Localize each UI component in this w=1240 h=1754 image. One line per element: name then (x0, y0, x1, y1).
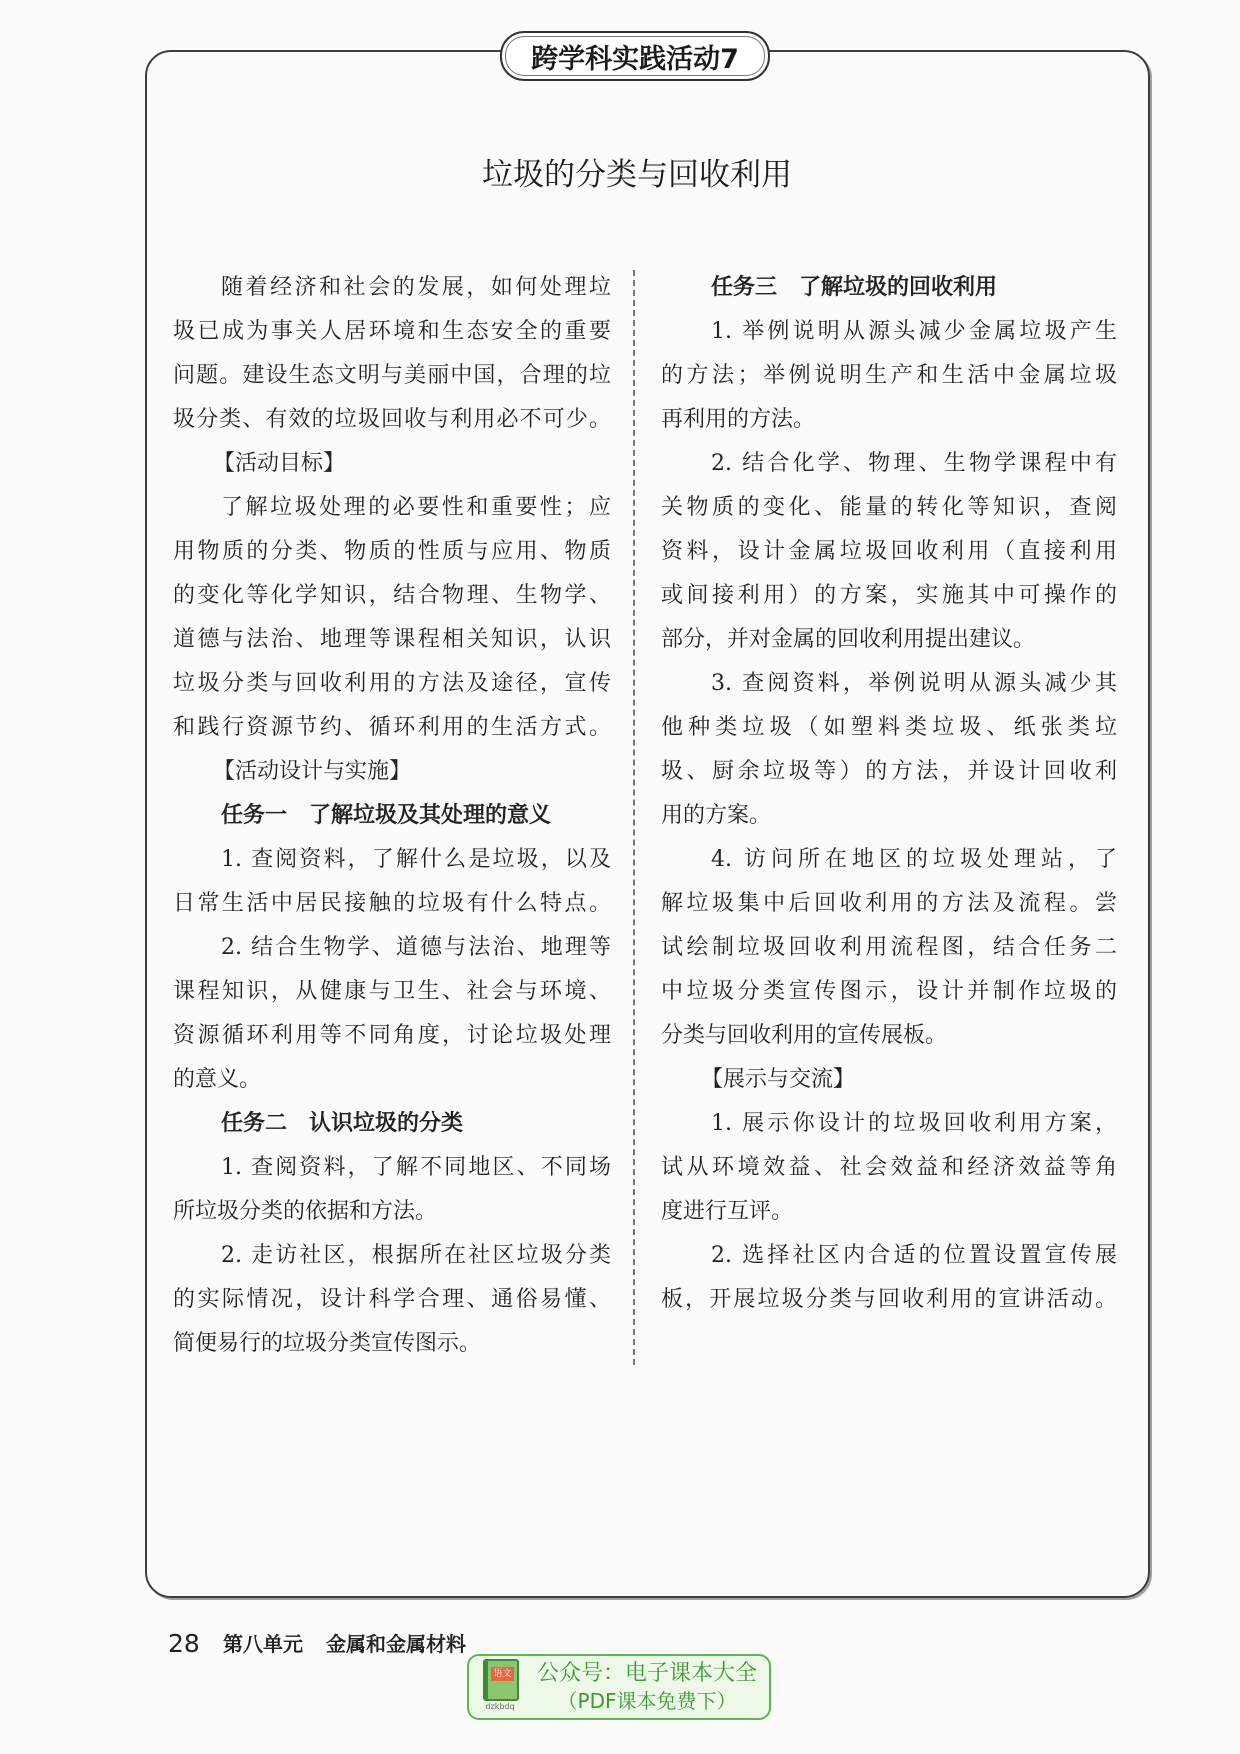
task2-item (173, 1234, 611, 1366)
task3-item-line: 或间接利用）的方案，实施其中可操作的 (661, 583, 1117, 608)
task2-item-line: 的实际情况，设计科学合理、通俗易懂、 (173, 1287, 611, 1312)
activity-goal-line: 和践行资源节约、循环利用的生活方式。 (173, 715, 611, 740)
task1-item-line: 1. 查阅资料，了解什么是垃圾，以及 (221, 847, 611, 872)
task1-item-line: 资源循环利用等不同角度，讨论垃圾处理 (173, 1023, 611, 1048)
task1-item-line: 的意义。 (173, 1067, 262, 1092)
activity-goal-line: 用物质的分类、物质的性质与应用、物质 (173, 539, 611, 564)
logo-caption: dzkbdq (485, 1702, 515, 1711)
activity-goal-line: 了解垃圾处理的必要性和重要性；应 (221, 495, 611, 520)
task1-item (173, 926, 611, 1102)
task3-item-line: 他种类垃圾（如塑料类垃圾、纸张类垃 (661, 715, 1117, 740)
task3-item (661, 442, 1117, 662)
presentation-item-line: 2. 选择社区内合适的位置设置宣传展 (711, 1243, 1117, 1268)
watermark-line2: （PDF课本免费下） (557, 1689, 737, 1713)
task3-item (661, 662, 1117, 838)
task3-item-line: 关物质的变化、能量的转化等知识，查阅 (661, 495, 1117, 520)
left-column (173, 266, 611, 1366)
activity-goal-paragraph (173, 486, 611, 750)
presentation-item (661, 1234, 1117, 1322)
task2-item-line: 1. 查阅资料，了解不同地区、不同场 (221, 1155, 611, 1180)
page-title: 垃圾的分类与回收利用 (482, 157, 792, 193)
task3-item-line: 1. 举例说明从源头减少金属垃圾产生 (711, 319, 1117, 344)
unit-title: 金属和金属材料 (326, 1632, 466, 1656)
activity-goal-line: 的变化等化学知识，结合物理、生物学、 (173, 583, 611, 608)
task1-item-line: 课程知识，从健康与卫生、社会与环境、 (173, 979, 611, 1004)
task2-item-line: 2. 走访社区，根据所在社区垃圾分类 (221, 1243, 611, 1268)
activity-design-heading: 【活动设计与实施】 (213, 759, 412, 784)
activity-goal-heading: 【活动目标】 (213, 451, 346, 476)
task3-item-line: 解垃圾集中后回收利用的方法及流程。尝 (661, 891, 1117, 916)
page-number: 28 (168, 1629, 200, 1658)
column-divider (633, 270, 635, 1365)
task1-item-line: 2. 结合生物学、道德与法治、地理等 (221, 935, 611, 960)
intro-line: 问题。建设生态文明与美丽中国，合理的垃 (173, 363, 611, 388)
task2-item-line: 所垃圾分类的依据和方法。 (173, 1199, 438, 1224)
task3-item (661, 838, 1117, 1058)
task3-item-line: 4. 访问所在地区的垃圾处理站，了 (711, 847, 1117, 872)
presentation-item (661, 1102, 1117, 1234)
presentation-item-line: 1. 展示你设计的垃圾回收利用方案， (711, 1111, 1117, 1136)
watermark-badge (467, 1654, 771, 1720)
task1-heading: 任务一 了解垃圾及其处理的意义 (221, 803, 552, 828)
task3-item-line: 的方法；举例说明生产和生活中金属垃圾 (661, 363, 1117, 388)
intro-line: 随着经济和社会的发展，如何处理垃 (221, 275, 611, 300)
task3-item-line: 中垃圾分类宣传图示，设计并制作垃圾的 (661, 979, 1117, 1004)
intro-line: 圾已成为事关人居环境和生态安全的重要 (173, 319, 611, 344)
watermark-text (529, 1660, 765, 1714)
task3-item-line: 3. 查阅资料，举例说明从源头减少其 (711, 671, 1117, 696)
presentation-heading: 【展示与交流】 (701, 1067, 856, 1092)
task2-item (173, 1146, 611, 1234)
book-label: 语文 (491, 1667, 514, 1681)
intro-paragraph (173, 266, 611, 442)
activity-goal-line: 垃圾分类与回收利用的方法及途径，宣传 (173, 671, 611, 696)
task3-item-line: 2. 结合化学、物理、生物学课程中有 (711, 451, 1117, 476)
right-column (661, 266, 1117, 1322)
task2-item-line: 简便易行的垃圾分类宣传图示。 (173, 1331, 482, 1356)
task3-item-line: 分类与回收利用的宣传展板。 (661, 1023, 948, 1048)
activity-goal-line: 道德与法治、地理等课程相关知识，认识 (173, 627, 611, 652)
watermark-line1: 公众号：电子课本大全 (536, 1661, 757, 1686)
task3-heading: 任务三 了解垃圾的回收利用 (711, 275, 998, 300)
task3-item-line: 试绘制垃圾回收利用流程图，结合任务二 (661, 935, 1117, 960)
task1-item (173, 838, 611, 926)
intro-line: 圾分类、有效的垃圾回收与利用必不可少。 (173, 407, 611, 432)
task2-heading: 任务二 认识垃圾的分类 (221, 1111, 464, 1136)
unit-label: 第八单元 (223, 1632, 303, 1656)
book-cover (483, 1659, 519, 1701)
task3-item-line: 再利用的方法。 (661, 407, 816, 432)
task3-item-line: 圾、厨余垃圾等）的方法，并设计回收利 (661, 759, 1117, 784)
presentation-item-line: 板，开展垃圾分类与回收利用的宣讲活动。 (661, 1287, 1117, 1312)
activity-tab-label: 跨学科实践活动7 (531, 43, 739, 75)
activity-tab (500, 31, 770, 81)
task3-item-line: 用的方案。 (661, 803, 772, 828)
task3-item (661, 310, 1117, 442)
presentation-item-line: 试从环境效益、社会效益和经济效益等角 (661, 1155, 1117, 1180)
task3-item-line: 部分，并对金属的回收利用提出建议。 (661, 627, 1036, 652)
book-icon (475, 1657, 525, 1715)
presentation-item-line: 度进行互评。 (661, 1199, 794, 1224)
task3-item-line: 资料，设计金属垃圾回收利用（直接利用 (661, 539, 1117, 564)
task1-item-line: 日常生活中居民接触的垃圾有什么特点。 (173, 891, 611, 916)
